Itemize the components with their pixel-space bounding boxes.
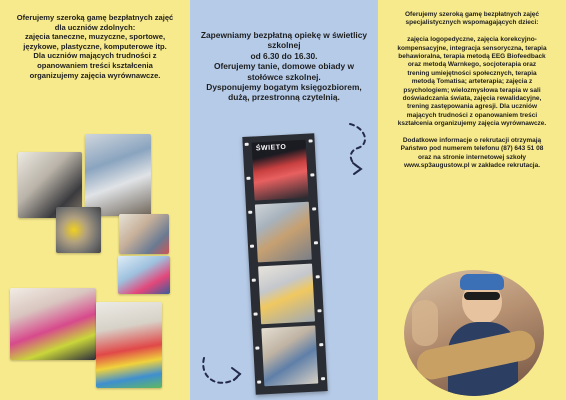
- mid-hours: od 6.30 do 16.30.: [250, 50, 318, 61]
- filmstrip-frame-canteen: [258, 264, 315, 325]
- mid-care: Zapewniamy bezpłatną opiekę w świetlicy szkolnej: [200, 30, 368, 51]
- filmstrip-frame-reading: [261, 326, 318, 387]
- right-panel-text: [396, 11, 548, 171]
- photo-cheerleaders: [10, 288, 96, 360]
- left-intro: Oferujemy szeroką gamę bezpłatnych zajęć dla uczniów zdolnych:: [16, 13, 174, 32]
- mid-lunch: Oferujemy tanie, domowe obiady w stołówce szkolnej.: [213, 61, 355, 82]
- mid-library: Dysponujemy bogatym księgozbiorem, dużą, przestronną czytelnią.: [206, 82, 362, 103]
- photo-play-parachute: [96, 302, 162, 388]
- doodle-arrow-left-icon: [198, 350, 244, 392]
- right-therapies: zajęcia logopedyczne, zajęcia korekcyjno-kompensacyjne, integracja sensoryczna, terapia behawioralna, terapia metodą EEG Biofeedback oraz metodą Warnkego, socjoterapia oraz trening umiejętności społecznych, terapia metodą Tomatisa; arteterapia; zajęcia z psychologiem; wielozmysłowa terapia w sali doświadczania świata, zajęcia rewalidacyjne, trening zastępowania agresji. Dla uczniów mających trudności z opanowaniem treści kształcenia organizujemy zajęcia wyrównawcze.: [397, 36, 547, 128]
- photo-classroom: [119, 214, 169, 254]
- middle-panel-text: [200, 30, 368, 103]
- right-intro: Oferujemy szeroką gamę bezpłatnych zajęć specjalistycznych wspomagających dzieci:: [404, 11, 540, 27]
- doodle-arrow-right-icon: [336, 118, 376, 178]
- filmstrip-banner: ŚWIETO: [255, 143, 287, 153]
- left-panel: [0, 0, 190, 400]
- photo-filmstrip: [242, 133, 327, 394]
- left-panel-text: [14, 13, 176, 80]
- filmstrip-frame-dance-show: [252, 140, 309, 201]
- left-remedial: Dla uczniów mających trudności z opanowaniem treści kształcenia organizujemy zajęcia wyrównawcze.: [29, 51, 161, 80]
- left-activities: zajęcia taneczne, muzyczne, sportowe, językowe, plastyczne, komputerowe itp.: [23, 32, 167, 51]
- photo-lego-kit: [56, 207, 101, 253]
- photo-boy-with-guitar: [404, 270, 544, 396]
- photo-dance-group: [118, 256, 170, 294]
- filmstrip-frame-library: [255, 202, 312, 263]
- right-recruitment-contact: Dodatkowe informacje o rekrutacji otrzymają Państwo pod numerem telefonu (87) 643 51 08 oraz na stronie internetowej szkoły www.sp3augustow.pl w zakładce rekrutacja.: [400, 137, 544, 170]
- photo-lego-robot: [85, 134, 151, 216]
